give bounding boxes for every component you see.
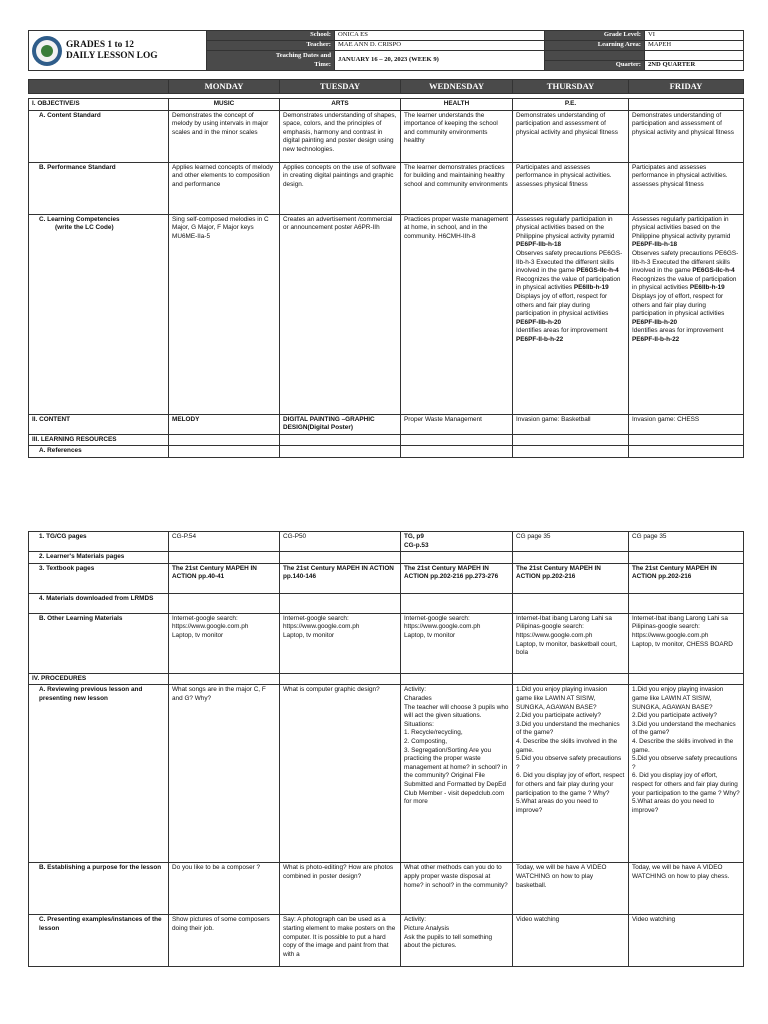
subject-music: MUSIC xyxy=(169,99,280,111)
procedures-row xyxy=(29,673,744,685)
cell: The learner demonstrates practices for building and maintaining healthy school and community environments xyxy=(401,162,513,214)
day-wednesday: WEDNESDAY xyxy=(401,80,513,94)
cell: The 21st Century MAPEH IN ACTION pp.202-216 xyxy=(513,563,629,593)
cell: CG-P.54 xyxy=(169,532,280,552)
cell: Invasion game: CHESS xyxy=(629,414,744,434)
cell: Applies concepts on the use of software in creating digital paintings and graphic design. xyxy=(280,162,401,214)
subject-pe: P.E. xyxy=(513,99,629,111)
top-table-wrap xyxy=(28,79,743,458)
cell: Participates and assesses performance in physical activities. assesses physical fitness xyxy=(629,162,744,214)
day-thursday: THURSDAY xyxy=(513,80,629,94)
cell: Demonstrates the concept of melody by using intervals in major scales and in the minor scales xyxy=(169,110,280,162)
dates-value: JANUARY 16 – 20, 2023 (WEEK 9) xyxy=(335,51,545,71)
cell: Sing self-composed melodies in C Major, G Major, F Major keys MU6ME-IIa-5 xyxy=(169,214,280,414)
performance-standard-label: B. Performance Standard xyxy=(29,162,169,214)
cell: Participates and assesses performance in physical activities. assesses physical fitness xyxy=(513,162,629,214)
subject-health: HEALTH xyxy=(401,99,513,111)
cell: Demonstrates understanding of shapes, space, colors, and the principles of emphasis, harmony and contrast in digital painting and poster design using new technologies. xyxy=(280,110,401,162)
grade-label: Grade Level: xyxy=(545,31,645,41)
cell: 1.Did you enjoy playing invasion game like LAWIN AT SISIW, SUNGKA, AGAWAN BASE? 2.Did you participate actively? 3.Did you understand the mechanics of the game? 4. Describe the skills involved in the game. 5.Did you observe safety precautions ? 6. Did you display joy of effort, respect for others and fair play during your participation to the game ? Why? 5.What areas do you need to improve? xyxy=(513,685,629,863)
cell: What is photo-editing? How are photos combined in poster design? xyxy=(280,863,401,915)
other-materials-row xyxy=(29,613,744,673)
day-tuesday: TUESDAY xyxy=(280,80,401,94)
cell: Practices proper waste management at home, in school, and in the community. H6CMH-IIh-8 xyxy=(401,214,513,414)
lesson-log-header xyxy=(28,30,743,71)
presenting-label: C. Presenting examples/instances of the lesson xyxy=(29,915,169,967)
cell: Demonstrates understanding of participation and assessment of physical activity and physical fitness xyxy=(629,110,744,162)
header-table xyxy=(28,30,744,71)
tg-label: 1. TG/CG pages xyxy=(29,532,169,552)
cell: CG page 35 xyxy=(629,532,744,552)
grade-value: VI xyxy=(645,31,744,41)
subject-friday xyxy=(629,99,744,111)
day-friday: FRIDAY xyxy=(629,80,744,94)
competencies-label: C. Learning Competencies (write the LC Code) xyxy=(29,214,169,414)
references-label: A. References xyxy=(29,446,169,458)
cell: What other methods can you do to apply proper waste disposal at home? in school? in the community? xyxy=(401,863,513,915)
cell: Video watching xyxy=(513,915,629,967)
cell: CG page 35 xyxy=(513,532,629,552)
resources-label: III. LEARNING RESOURCES xyxy=(29,434,169,446)
cell: DIGITAL PAINTING –GRAPHIC DESIGN(Digital Poster) xyxy=(280,414,401,434)
cell: Today, we will be have A VIDEO WATCHING on how to play basketball. xyxy=(513,863,629,915)
school-value: ONICA ES xyxy=(335,31,545,41)
content-row xyxy=(29,414,744,434)
logo-cell xyxy=(29,31,207,71)
procedures-label: IV. PROCEDURES xyxy=(29,673,169,685)
area-value: MAPEH xyxy=(645,41,744,51)
subject-arts: ARTS xyxy=(280,99,401,111)
cell: 1.Did you enjoy playing invasion game like LAWIN AT SISIW, SUNGKA, AGAWAN BASE? 2.Did you participate actively? 3.Did you understand the mechanics of the game? 4. Describe the skills involved in the game. 5.Did you observe safety precautions ? 6. Did you display joy of effort, respect for others and fair play during your participation to the game ? Why? 5.What areas do you need to improve? xyxy=(629,685,744,863)
days-row xyxy=(29,80,744,94)
cell: Do you like to be a composer ? xyxy=(169,863,280,915)
cell: MELODY xyxy=(169,414,280,434)
cell: Internet-google search: https://www.google.com.ph Laptop, tv monitor xyxy=(280,613,401,673)
day-monday: MONDAY xyxy=(169,80,280,94)
top-lesson-table xyxy=(28,79,744,458)
content-standard-label: A. Content Standard xyxy=(29,110,169,162)
cell: The 21st Century MAPEH IN ACTION pp.40-41 xyxy=(169,563,280,593)
cell: Internet-Ibat ibang Larong Lahi sa Pilipinas-google search: https://www.google.com.ph Laptop, tv monitor, CHESS BOARD xyxy=(629,613,744,673)
area-label: Learning Area: xyxy=(545,41,645,51)
cell: Show pictures of some composers doing their job. xyxy=(169,915,280,967)
purpose-row xyxy=(29,863,744,915)
cell: What songs are in the major C, F and G? Why? xyxy=(169,685,280,863)
cell: Internet-google search: https://www.google.com.ph Laptop, tv monitor xyxy=(169,613,280,673)
cell: Demonstrates understanding of participation and assessment of physical activity and physical fitness xyxy=(513,110,629,162)
bottom-lesson-table xyxy=(28,531,744,967)
competencies-row xyxy=(29,214,744,414)
teacher-label: Teacher: xyxy=(207,41,335,51)
competency-thursday: Assesses regularly participation in physical activities based on the Philippine physical activity pyramid PE6PF-IIb-h-18 Observes safety precautions PE6GS-IIb-h-3 Executed the different skills involved in the game PE6GS-IIc-h-4 Recognizes the value of participation in physical activities PE6IIb-h-19 Displays joy of effort, respect for others and fair play during participation in physical activities PE6PF-IIb-h-20 Identifies areas for improvement PE6PF-II-b-h-22 xyxy=(513,214,629,414)
teacher-value: MAE ANN D. CRISPO xyxy=(335,41,545,51)
lm-row xyxy=(29,552,744,564)
deped-seal-icon xyxy=(32,36,62,66)
references-row xyxy=(29,446,744,458)
other-materials-label: B. Other Learning Materials xyxy=(29,613,169,673)
textbook-row xyxy=(29,563,744,593)
textbook-label: 3. Textbook pages xyxy=(29,563,169,593)
purpose-label: B. Establishing a purpose for the lesson xyxy=(29,863,169,915)
cell: Today, we will be have A VIDEO WATCHING on how to play chess. xyxy=(629,863,744,915)
resources-row xyxy=(29,434,744,446)
cell: Activity: Charades The teacher will choose 3 pupils who will act the given situations. Situations: 1. Recycle/recycling, 2. Composting, 3. Segregation/Sorting Are you practicing the proper waste management at home? in school? in the community? Original File Submitted and Formatted by DepEd Club Member - visit depedclub.com for more xyxy=(401,685,513,863)
lrmds-label: 4. Materials downloaded from LRMDS xyxy=(29,593,169,613)
dates-label: Teaching Dates and Time: xyxy=(207,51,335,71)
lm-label: 2. Learner's Materials pages xyxy=(29,552,169,564)
form-title: GRADES 1 to 12 DAILY LESSON LOG xyxy=(66,39,158,61)
cell: The 21st Century MAPEH IN ACTION pp.140-146 xyxy=(280,563,401,593)
cell: Proper Waste Management xyxy=(401,414,513,434)
cell: Say: A photograph can be used as a starting element to make posters on the computer. It is possible to put a hard copy of the image and paint from that with a xyxy=(280,915,401,967)
objectives-label: I. OBJECTIVE/S xyxy=(29,99,169,111)
review-label: A. Reviewing previous lesson and presenting new lesson xyxy=(29,685,169,863)
tg-row xyxy=(29,532,744,552)
content-standard-row xyxy=(29,110,744,162)
lrmds-row xyxy=(29,593,744,613)
bottom-table-wrap xyxy=(28,531,743,967)
review-row xyxy=(29,685,744,863)
cell: Invasion game: Basketball xyxy=(513,414,629,434)
content-label: II. CONTENT xyxy=(29,414,169,434)
quarter-value: 2ND QUARTER xyxy=(645,61,744,71)
school-label: School: xyxy=(207,31,335,41)
quarter-label: Quarter: xyxy=(545,61,645,71)
competency-friday: Assesses regularly participation in physical activities based on the Philippine physical activity pyramid PE6PF-IIb-h-18 Observes safety precautions PE6GS-IIb-h-3 Executed the different skills involved in the game PE6GS-IIc-h-4 Recognizes the value of participation in physical activities PE6IIb-h-19 Displays joy of effort, respect for others and fair play during participation in physical activities PE6PF-IIb-h-20 Identifies areas for improvement PE6PF-II-b-h-22 xyxy=(629,214,744,414)
cell: The learner understands the importance of keeping the school and community environments healthy xyxy=(401,110,513,162)
cell: CG-P50 xyxy=(280,532,401,552)
cell: Internet-Ibat ibang Larong Lahi sa Pilipinas-google search: https://www.google.com.ph Laptop, tv monitor, basketball court, bola xyxy=(513,613,629,673)
cell: The 21st Century MAPEH IN ACTION pp.202-216 xyxy=(629,563,744,593)
cell: TG, p9 CG-p.53 xyxy=(401,532,513,552)
cell: What is computer graphic design? xyxy=(280,685,401,863)
cell: Video watching xyxy=(629,915,744,967)
presenting-row xyxy=(29,915,744,967)
cell: Activity: Picture Analysis Ask the pupils to tell something about the pictures. xyxy=(401,915,513,967)
cell: Internet-google search: https://www.google.com.ph Laptop, tv monitor xyxy=(401,613,513,673)
objectives-row xyxy=(29,99,744,111)
performance-standard-row xyxy=(29,162,744,214)
cell: Applies learned concepts of melody and other elements to composition and performance xyxy=(169,162,280,214)
cell: The 21st Century MAPEH IN ACTION pp.202-216 pp.273-276 xyxy=(401,563,513,593)
cell: Creates an advertisement /commercial or announcement poster A6PR-IIh xyxy=(280,214,401,414)
